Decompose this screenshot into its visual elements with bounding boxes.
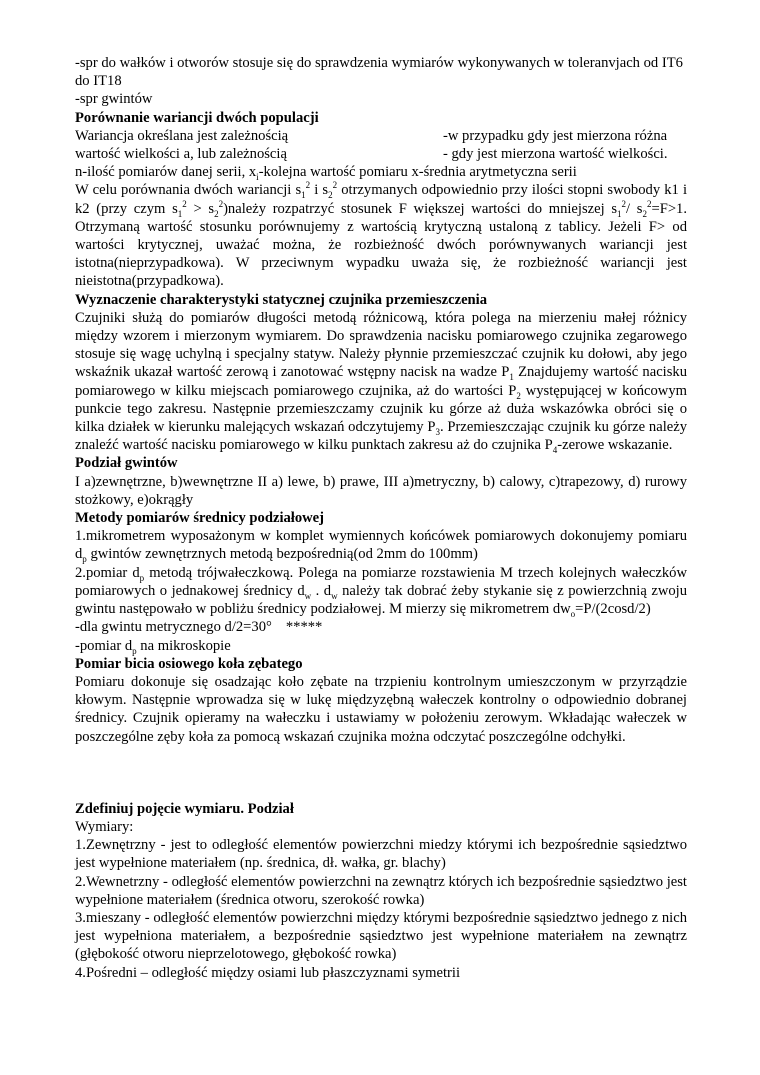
paragraph-mikroskop: -pomiar $d_p$ na mikroskopie — [75, 637, 231, 656]
wariancja-row-1-left: Wariancja określana jest zależnością — [75, 127, 289, 144]
paragraph-gwinty: -spr gwintów — [75, 91, 153, 108]
paragraph-wymiary: Wymiary: — [75, 818, 134, 835]
paragraph-wymiar-mieszany: 3.mieszany - odległość elementów powierzchni między którymi bezpośrednie sąsiedztwo jednego z nich jest wypełniona materiałem, a bezpośrednie sąsiedztwo jest wypełnione materiałem na zewnątrz (głębokość otworu nieprzelotowego, głębokość rowka) — [75, 909, 687, 963]
paragraph-wymiar-wewnetrzny: 2.Wewnetrzny - odległość elementów powierzchni na zewnątrz których ich bezpośrednie sąsiedztwo jest wypełnione materiałem (średnica otworu, szerokość rowka) — [75, 873, 687, 908]
heading-wymiar: Zdefiniuj pojęcie wymiaru. Podział — [75, 800, 294, 817]
paragraph-bicie-osiowe: Pomiaru dokonuje się osadzając koło zębate na trzpieniu kontrolnym umieszczonym w przyrządzie kłowym. Następnie wprowadza się w lukę międzyzębną wałeczek kontrolny o odpowiednio dobranej średnicy. Czujnik opieramy na wałeczku i ustawiamy w położeniu zerowym. Wkładając wałeczek w poszczególne zęby koła za pomocą wskazań czujnika można odczytać poszczególne odchyłki. — [75, 673, 687, 745]
wariancja-row-2-right: - gdy jest mierzona wartość wielkości. — [443, 146, 668, 163]
paragraph-metoda-2: 2.pomiar $d_p$ metodą trójwałeczkową. Polega na pomiarze rozstawienia M trzech kolejnych wałeczków pomiarowych o jednakowej średnicy $d_w$ . $d_w$ należy tak dobrać żeby stykanie się z powierzchnią zwoju gwintu następowało w pobliżu średnicy podziałowej. M mierzy się mikrometrem $dw_o=P/(2\cos d/2)$ — [75, 564, 688, 619]
wariancja-row-2-left: wartość wielkości a, lub zależnością — [75, 146, 287, 163]
paragraph-porownanie: W celu porównania dwóch wariancji $s_1^2$ i $s_2^2$ otrzymanych odpowiednio przy ilości stopni swobody k1 i k2 (przy czym $s_1^2$ > $s_2^2)należy$ rozpatrzyć stosunek F większej wartości do mniejszej $s_1^2/$ $s_2^2=F>1$. Otrzymaną wartość stosunku porównujemy z wartością krytyczną ustaloną z tablicy. Jeżeli F> od wartości krytycznej, uważać można, że rozbieżność dwóch porównywanych wariancji jest istotna(nieprzypadkowa). W przeciwnym wypadku uważa się, że rozbieżność wariancji jest nieistotna(przypadkowa). — [75, 180, 687, 290]
paragraph-metoda-1: 1.mikrometrem wyposażonym w komplet wymiennych końcówek pomiarowych dokonujemy pomiaru $d_p$ gwintów zewnętrznych metodą bezpośrednią(od 2mm do 100mm) — [75, 528, 687, 565]
paragraph-podzial-gwintow: I a)zewnętrzne, b)wewnętrzne II a) lewe, b) prawe, III a)metryczny, b) calowy, c)trapezowy, d) rurowy stożkowy, e)okrągły — [75, 473, 687, 508]
paragraph-wymiar-zewnetrzny: 1.Zewnętrzny - jest to odległość elementów powierzchni miedzy którymi ich bezpośrednie sąsiedztwo jest wypełnione materiałem (np. średnica, dł. wałka, gr. blachy) — [75, 837, 687, 872]
heading-podzial-gwintow: Podział gwintów — [75, 455, 178, 472]
heading-czujnik: Wyznaczenie charakterystyki statycznej czujnika przemieszczenia — [75, 291, 488, 308]
paragraph-czujnik: Czujniki służą do pomiarów długości metodą różnicową, która polega na mierzeniu małej różnicy między wzorem i mierzonym wymiarem. Do sprawdzenia nacisku pomiarowego czujnika zegarowego stosuje się wagę uchylną i specjalny statyw. Należy płynnie przemieszczać czujnik ku dołowi, aby jego wskaźnik ukazał wartość zerową i zanotować wstępny nacisk na wadze $P_1$ Znajdujemy wartość nacisku pomiarowego w kilku miejscach pomiarowego czujnika, aż do wartości $P_2$ występującej w końcowym punkcie tego zakresu. Następnie przemieszczamy czujnik ku górze aż duża wskazówka obróci się o kilka działek w kierunku malejących wskazań odczytujemy $P_3$. Przemieszczając czujnik ku górze należy znaleźć wartość nacisku pomiarowego w kilku punktach zakresu aż do czujnika $P_4$-zerowe wskazanie. — [75, 309, 688, 456]
paragraph-n-ilosc: n-ilość pomiarów danej serii, $x_i$-kolejna wartość pomiaru x-średnia arytmetyczna serii — [75, 164, 577, 183]
paragraph-walki: -spr do wałków i otworów stosuje się do sprawdzenia wymiarów wykonywanych w toleranvjach od IT6 do IT18 — [75, 55, 683, 90]
paragraph-gwint-metryczny: -dla gwintu metrycznego d/2=30° ***** — [75, 619, 323, 636]
heading-bicie-osiowe: Pomiar bicia osiowego koła zębatego — [75, 655, 303, 672]
wariancja-row-1 — [75, 127, 687, 145]
spacer — [75, 746, 687, 800]
wariancja-row-1-right: -w przypadku gdy jest mierzona różna — [443, 127, 668, 144]
document-page — [75, 54, 687, 982]
paragraph-wymiar-posredni: 4.Pośredni – odległość między osiami lub płaszczyznami symetrii — [75, 964, 461, 981]
wariancja-row-2 — [75, 145, 687, 163]
heading-wariancje: Porównanie wariancji dwóch populacji — [75, 109, 319, 126]
heading-metody-pomiarow: Metody pomiarów średnicy podziałowej — [75, 510, 325, 527]
